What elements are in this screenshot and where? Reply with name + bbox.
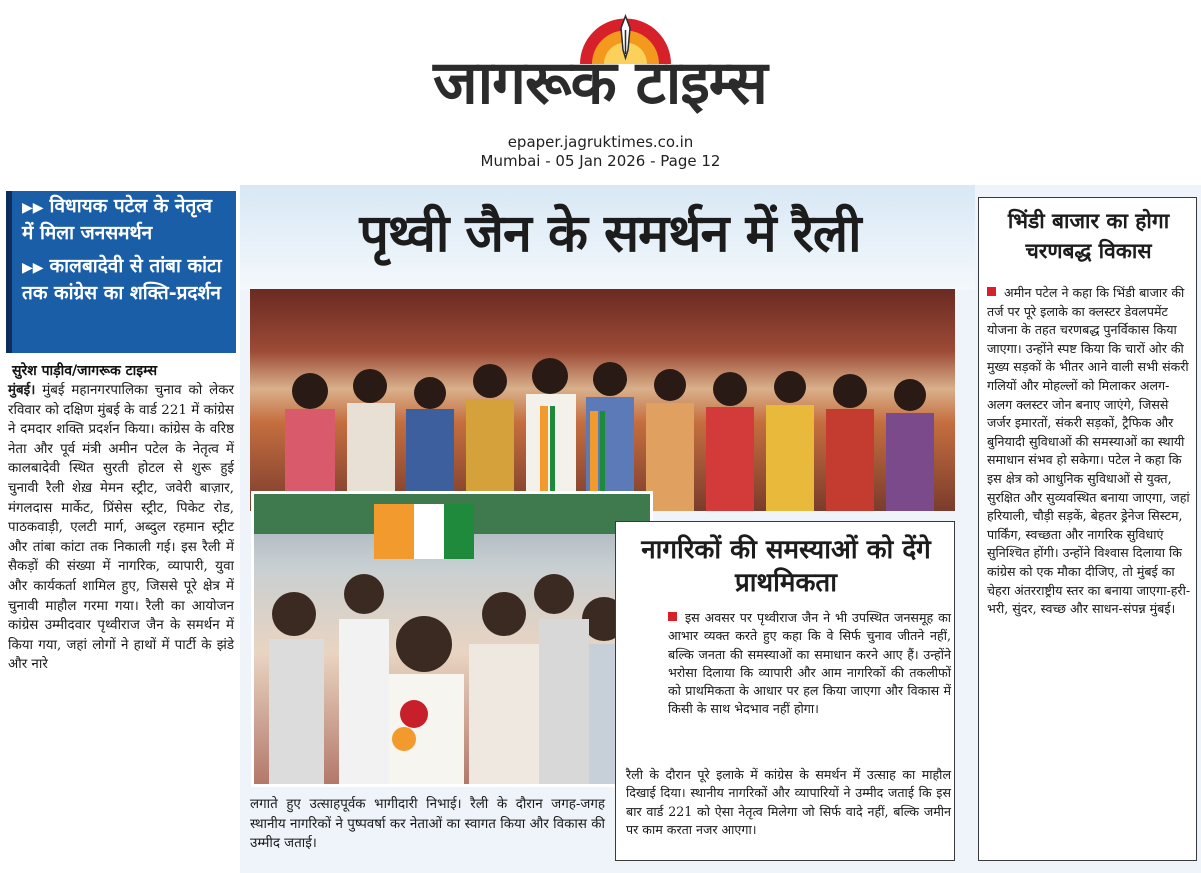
double-arrow-icon: ▶▶ (22, 200, 44, 216)
photo-caption-text: लगाते हुए उत्साहपूर्वक भागीदारी निभाई। रैली के दौरान जगह-जगह स्थानीय नागरिकों ने पुष्पवर्षा कर नेताओं का स्वागत किया और विकास की उम्मीद जताई। (250, 797, 605, 852)
main-headline: पृथ्वी जैन के समर्थन में रैली (359, 204, 861, 264)
epaper-url[interactable]: epaper.jagruktimes.co.in (507, 133, 694, 151)
masthead (0, 0, 1201, 185)
highlights-box (6, 191, 236, 353)
edition-dateline: Mumbai - 05 Jan 2026 - Page 12 (480, 152, 721, 170)
dateline-city: मुंबई। (8, 382, 36, 398)
left-article-body (8, 381, 234, 675)
middle-article (615, 521, 955, 861)
newspaper-logo (410, 6, 790, 118)
highlight-bullet: ▶▶ विधायक पटेल के नेतृत्व में मिला जनसमर्थन (22, 195, 212, 244)
newspaper-page (0, 185, 1201, 873)
right-article-body: अमीन पटेल ने कहा कि भिंडी बाजार की तर्ज पर पूरे इलाके का क्लस्टर डेवलपमेंट योजना के तहत चरणबद्ध पुनर्विकास किया जाएगा। उन्होंने स्पष्ट किया कि चारों ओर की मुख्य सड़कों के भीतर आने वाली सभी संकरी गलियों और मोहल्लों को मिलाकर अलग-अलग क्लस्टर जोन बनाए जाएंगे, जिससे जर्जर इमारतों, संकरी सड़कों, ट्रैफिक और बुनियादी सुविधाओं की समस्याओं का स्थायी समाधान संभव हो सकेगा। पटेल ने कहा कि इस क्षेत्र को आधुनिक सुविधाओं से युक्त, सुरक्षित और सुव्यवस्थित बनाया जाएगा, जहां हरियाली, चौड़ी सड़कें, बेहतर ड्रेनेज सिस्टम, पार्किंग, स्वच्छता और नागरिक सुविधाएं सुनिश्चित होंगी। उन्होंने विश्वास दिलाया कि कांग्रेस को एक मौका दीजिए, तो मुंबई का चेहरा अंतरराष्ट्रीय स्तर का बनाया जाएगा-हरी-भरी, सुंदर, स्वच्छ और साधन-संपन्न मुंबई। (987, 285, 1191, 617)
rally-photo-bottom (251, 491, 653, 787)
red-square-icon (987, 287, 996, 296)
left-article-text: मुंबई महानगरपालिका चुनाव को लेकर रविवार को दक्षिण मुंबई के वार्ड 221 में कांग्रेस ने दमदार शक्ति प्रदर्शन किया। कांग्रेस के वरिष्ठ नेता और पूर्व मंत्री अमीन पटेल के नेतृत्व में कालबादेवी स्थित सुरती होटल से शुरू हुई चुनावी रैली शेख़ मेमन स्ट्रीट, जवेरी बाज़ार, मंगलदास मार्केट, प्रिंसेस स्ट्रीट, पिकेट रोड, पाठकवाड़ी, एलटी मार्ग, अब्दुल रहमान स्ट्रीट और तांबा कांटा तक निकाली गई। इस रैली में सैकड़ों की संख्या में नागरिक, व्यापारी, युवा और कार्यकर्ता शामिल हुए, जिससे पूरे क्षेत्र में चुनावी माहौल गरमा गया। रैली का आयोजन कांग्रेस उम्मीदवार पृथ्वीराज जैन के समर्थन में किया गया, जहां लोगों ने हाथों में पार्टी के झंडे और नारे (8, 383, 234, 673)
middle-article-body: इस अवसर पर पृथ्वीराज जैन ने भी उपस्थित जनसमूह का आभार व्यक्त करते हुए कहा कि वे सिर्फ चुनाव जीतने नहीं, बल्कि जनता की समस्याओं का समाधान करने आए हैं। उन्होंने भरोसा दिलाया कि व्यापारी और आम नागरिकों की तकलीफों को प्राथमिकता के आधार पर हल किया जाएगा और विकास में किसी के साथ भेदभाव नहीं होगा। (668, 610, 951, 717)
right-article-heading: भिंडी बाजार का होगा चरणबद्ध विकास (1007, 209, 1170, 263)
byline: सुरेश पाड़ीव/जागरूक टाइम्स (12, 363, 158, 379)
middle-article-heading: नागरिकों की समस्याओं को देंगे प्राथमिकता (641, 535, 931, 598)
red-square-icon (668, 612, 677, 621)
right-article (978, 197, 1197, 861)
leaders-illustration (254, 494, 650, 784)
logo-wordmark: जागरूक टाइम्स (433, 48, 767, 118)
highlight-bullet: ▶▶ कालबादेवी से तांबा कांटा तक कांग्रेस का शक्ति-प्रदर्शन (22, 255, 222, 304)
double-arrow-icon: ▶▶ (22, 260, 44, 276)
crowd-illustration (250, 351, 955, 511)
left-column (0, 185, 240, 873)
rally-photo-top (250, 289, 955, 511)
middle-article-body-wide: रैली के दौरान पूरे इलाके में कांग्रेस के समर्थन में उत्साह का माहौल दिखाई दिया। स्थानीय नागरिकों और व्यापारियों ने उम्मीद जताई कि इस बार वार्ड 221 को ऐसा नेतृत्व मिलेगा जो सिर्फ वादे नहीं, बल्कि जमीन पर काम करता नजर आएगा। (626, 767, 951, 837)
